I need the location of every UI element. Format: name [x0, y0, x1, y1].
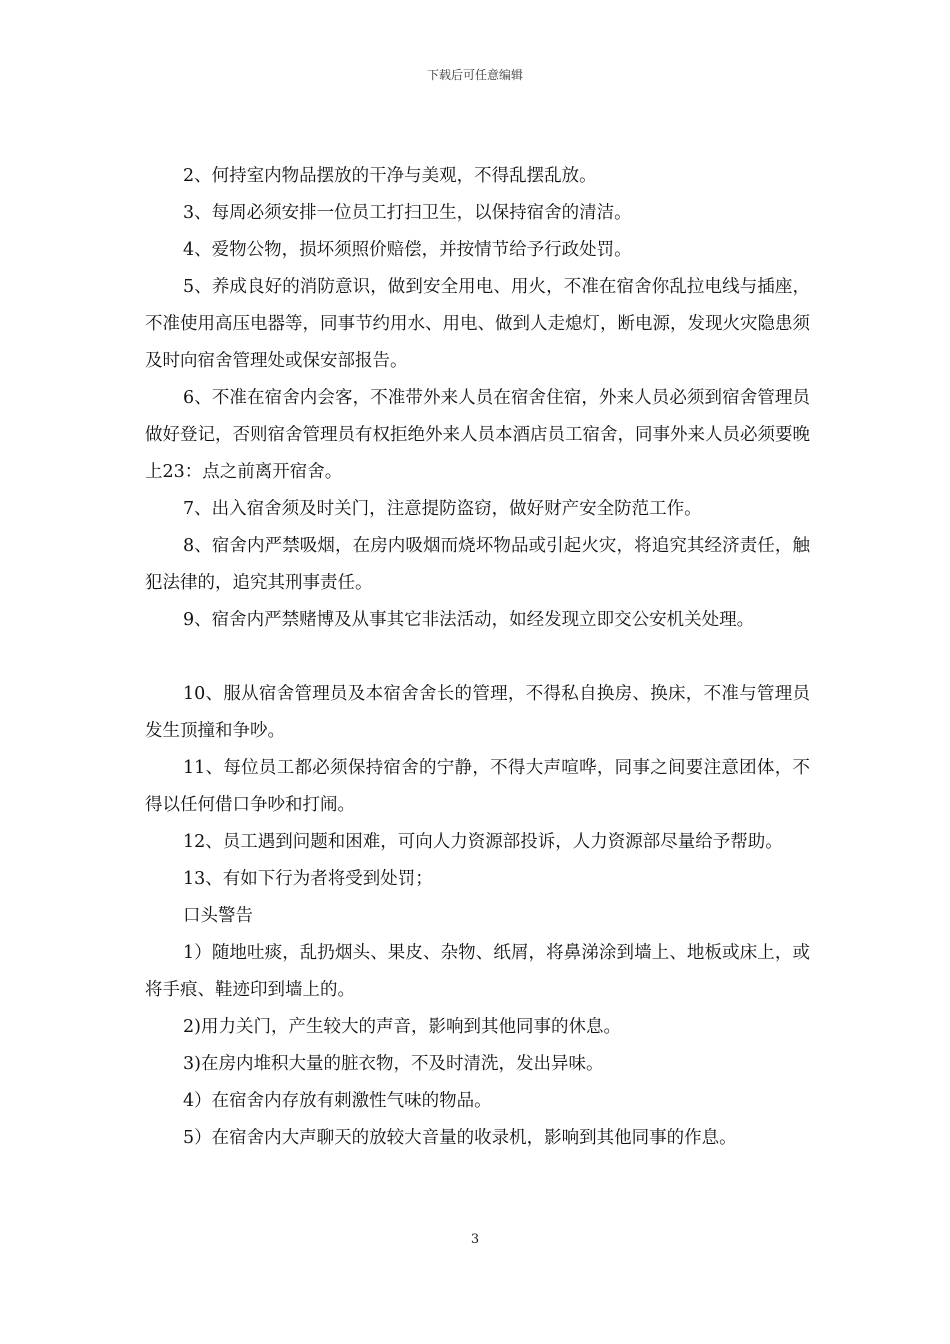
rule-paragraph-3: 3、每周必须安排一位员工打扫卫生，以保持宿舍的清洁。 [183, 203, 632, 223]
rule-paragraph-9: 9、宿舍内严禁赌博及从事其它非法活动，如经发现立即交公安机关处理。 [183, 610, 755, 630]
rule-paragraph-2: 2、何持室内物品摆放的干净与美观，不得乱摆乱放。 [183, 166, 597, 186]
penalty-item-3: 3)在房内堆积大量的脏衣物，不及时清洗，发出异味。 [183, 1054, 604, 1074]
rule-paragraph-6: 6、不准在宿舍内会客，不准带外来人员在宿舍住宿，外来人员必须到宿舍管理员做好登记，否则宿舍管理员有权拒绝外来人员本酒店员工宿舍，同事外来人员必须要晚上23：点之前离开宿舍。 [145, 388, 810, 482]
rule-paragraph-7: 7、出入宿舍须及时关门，注意提防盗窃，做好财产安全防范工作。 [183, 499, 702, 519]
penalty-heading: 口头警告 [183, 906, 253, 926]
rule-paragraph-13: 13、有如下行为者将受到处罚； [183, 869, 433, 889]
penalty-item-2: 2)用力关门，产生较大的声音，影响到其他同事的休息。 [183, 1017, 621, 1037]
rule-paragraph-4: 4、爱物公物，损坏须照价赔偿，并按情节给予行政处罚。 [183, 240, 632, 260]
penalty-item-4: 4）在宿舍内存放有刺激性气味的物品。 [183, 1091, 492, 1111]
penalty-item-5: 5）在宿舍内大声聊天的放较大音量的收录机，影响到其他同事的作息。 [183, 1128, 737, 1148]
rule-paragraph-11: 11、每位员工都必须保持宿舍的宁静，不得大声喧哗，同事之间要注意团体，不得以任何借口争吵和打闹。 [145, 758, 810, 815]
document-body [145, 158, 810, 1157]
rule-paragraph-10: 10、服从宿舍管理员及本宿舍舍长的管理，不得私自换房、换床，不准与管理员发生顶撞和争吵。 [145, 684, 810, 741]
rule-paragraph-8: 8、宿舍内严禁吸烟，在房内吸烟而烧坏物品或引起火灾，将追究其经济责任，触犯法律的，追究其刑事责任。 [145, 536, 810, 593]
rule-paragraph-12: 12、员工遇到问题和困难，可向人力资源部投诉，人力资源部尽量给予帮助。 [183, 832, 783, 852]
page-number: 3 [470, 1232, 480, 1247]
page-header: 下载后可任意编辑 [426, 68, 523, 82]
paragraph-spacer [145, 639, 810, 676]
penalty-item-1: 1）随地吐痰，乱扔烟头、果皮、杂物、纸屑，将鼻涕涂到墙上、地板或床上，或将手痕、鞋迹印到墙上的。 [145, 943, 810, 1000]
rule-paragraph-5: 5、养成良好的消防意识，做到安全用电、用火，不准在宿舍你乱拉电线与插座，不准使用高压电器等，同事节约用水、用电、做到人走熄灯，断电源，发现火灾隐患须及时向宿舍管理处或保安部报告。 [145, 277, 810, 371]
